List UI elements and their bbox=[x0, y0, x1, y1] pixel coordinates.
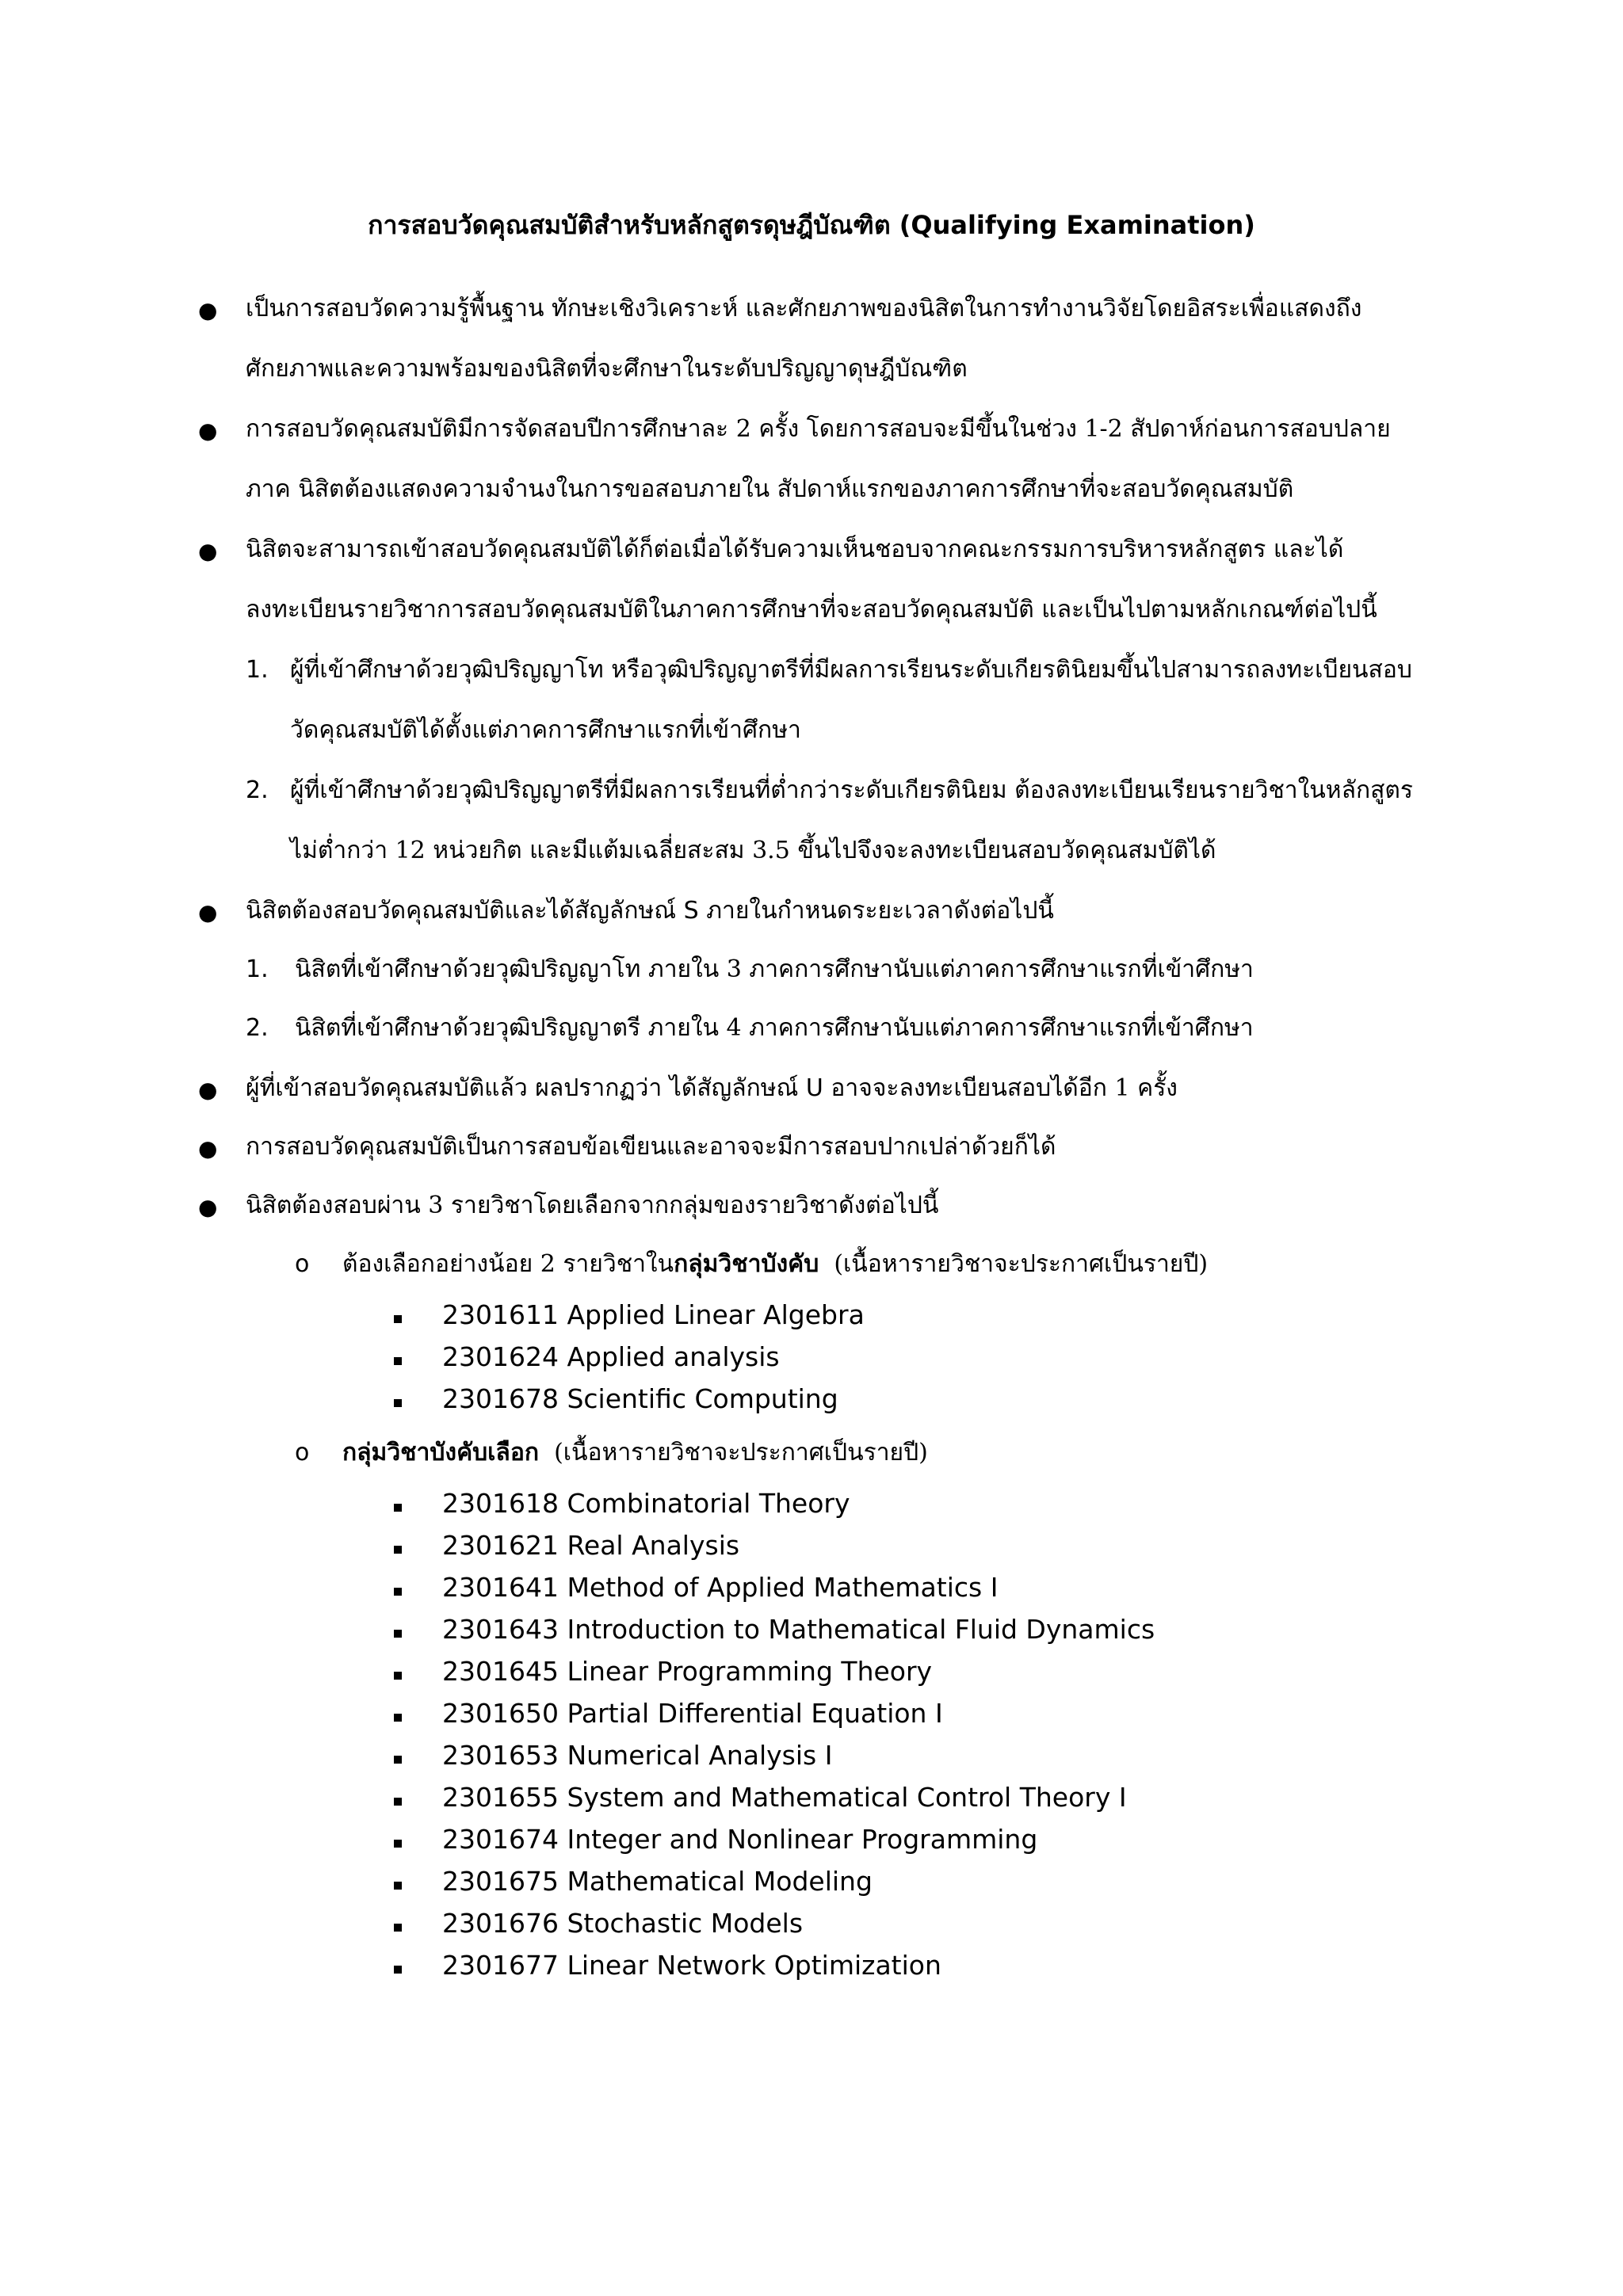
group2-note: (เนื้อหารายวิชาจะประกาศเป็นรายปี) bbox=[539, 1439, 928, 1466]
square-bullet-icon bbox=[394, 1966, 402, 1974]
course-item: 2301675 Mathematical Modeling bbox=[442, 1866, 873, 1897]
course-item: 2301621 Real Analysis bbox=[442, 1530, 740, 1561]
group1-heading bbox=[342, 1247, 1208, 1282]
p3-item2-line2: ไม่ต่ำกว่า 12 หน่วยกิต และมีแต้มเฉลี่ยสะสม 3.5 ขึ้นไปจึงจะลงทะเบียนสอบวัดคุณสมบัติได้ bbox=[290, 837, 1216, 864]
bullet-icon: ● bbox=[198, 1077, 218, 1103]
group1-note: (เนื้อหารายวิชาจะประกาศเป็นรายปี) bbox=[819, 1250, 1209, 1278]
p4-item1: นิสิตที่เข้าศึกษาด้วยวุฒิปริญญาโท ภายใน 3 ภาคการศึกษานับแต่ภาคการศึกษาแรกที่เข้าศึกษา bbox=[295, 955, 1254, 983]
course-item: 2301674 Integer and Nonlinear Programming bbox=[442, 1824, 1038, 1855]
square-bullet-icon bbox=[394, 1924, 402, 1932]
course-item: 2301678 Scientific Computing bbox=[442, 1383, 838, 1414]
p3-line1: นิสิตจะสามารถเข้าสอบวัดคุณสมบัติได้ก็ต่อเมื่อได้รับความเห็นชอบจากคณะกรรมการบริหารหลักสูตร และได้ bbox=[246, 536, 1344, 563]
group2-heading bbox=[342, 1436, 928, 1470]
bullet-icon: ● bbox=[198, 1194, 218, 1220]
square-bullet-icon bbox=[394, 1672, 402, 1680]
square-bullet-icon bbox=[394, 1840, 402, 1848]
square-bullet-icon bbox=[394, 1882, 402, 1890]
p4-symbol-s: S bbox=[683, 897, 699, 925]
list-number: 2. bbox=[246, 776, 269, 804]
p1-line1: เป็นการสอบวัดความรู้พื้นฐาน ทักษะเชิงวิเคราะห์ และศักยภาพของนิสิตในการทำงานวิจัยโดยอิสระเพื่อแสดงถึง bbox=[246, 295, 1362, 322]
course-item: 2301618 Combinatorial Theory bbox=[442, 1488, 850, 1519]
p4-line1-a: นิสิตต้องสอบวัดคุณสมบัติและได้สัญลักษณ์ bbox=[246, 897, 684, 925]
p7-line: นิสิตต้องสอบผ่าน 3 รายวิชาโดยเลือกจากกลุ่มของรายวิชาดังต่อไปนี้ bbox=[246, 1192, 939, 1219]
p5-symbol-u: U bbox=[805, 1074, 823, 1102]
p6-line: การสอบวัดคุณสมบัติเป็นการสอบข้อเขียนและอาจจะมีการสอบปากเปล่าด้วยก็ได้ bbox=[246, 1133, 1056, 1161]
bullet-icon: ● bbox=[198, 418, 218, 444]
course-item: 2301611 Applied Linear Algebra bbox=[442, 1299, 865, 1330]
course-item: 2301643 Introduction to Mathematical Fluid Dynamics bbox=[442, 1614, 1155, 1645]
p5-text-a: ผู้ที่เข้าสอบวัดคุณสมบัติแล้ว ผลปรากฏว่า ได้สัญลักษณ์ bbox=[246, 1074, 806, 1102]
square-bullet-icon bbox=[394, 1798, 402, 1806]
p3-item1-line2: วัดคุณสมบัติได้ตั้งแต่ภาคการศึกษาแรกที่เข้าศึกษา bbox=[290, 716, 801, 744]
course-item: 2301645 Linear Programming Theory bbox=[442, 1656, 933, 1687]
square-bullet-icon bbox=[394, 1357, 402, 1365]
course-item: 2301641 Method of Applied Mathematics I bbox=[442, 1572, 999, 1603]
circle-bullet-icon: o bbox=[295, 1439, 310, 1466]
title-thai: การสอบวัดคุณสมบัติสำหรับหลักสูตรดุษฎีบัณฑิต bbox=[368, 210, 891, 240]
title-english: (Qualifying Examination) bbox=[899, 210, 1255, 240]
p4-line1 bbox=[246, 894, 1054, 929]
square-bullet-icon bbox=[394, 1756, 402, 1764]
bullet-icon: ● bbox=[198, 1135, 218, 1161]
square-bullet-icon bbox=[394, 1630, 402, 1638]
group2-name: กลุ่มวิชาบังคับเลือก bbox=[342, 1439, 539, 1466]
p5-line bbox=[246, 1071, 1178, 1106]
group1-name: กลุ่มวิชาบังคับ bbox=[674, 1250, 819, 1278]
course-item: 2301650 Partial Differential Equation I bbox=[442, 1698, 943, 1729]
p2-line1: การสอบวัดคุณสมบัติมีการจัดสอบปีการศึกษาละ 2 ครั้ง โดยการสอบจะมีขึ้นในช่วง 1-2 สัปดาห์ก่อนการสอบปลาย bbox=[246, 415, 1391, 443]
course-item: 2301676 Stochastic Models bbox=[442, 1908, 804, 1939]
p3-item2-line1: ผู้ที่เข้าศึกษาด้วยวุฒิปริญญาตรีที่มีผลการเรียนที่ต่ำกว่าระดับเกียรตินิยม ต้องลงทะเบียนเรียนรายวิชาในหลักสูตร bbox=[290, 776, 1414, 804]
course-item: 2301677 Linear Network Optimization bbox=[442, 1950, 941, 1981]
circle-bullet-icon: o bbox=[295, 1250, 310, 1278]
square-bullet-icon bbox=[394, 1714, 402, 1722]
list-number: 1. bbox=[246, 656, 269, 684]
p1-line2: ศักยภาพและความพร้อมของนิสิตที่จะศึกษาในระดับปริญญาดุษฎีบัณฑิต bbox=[246, 355, 968, 383]
p4-line1-b: ภายในกำหนดระยะเวลาดังต่อไปนี้ bbox=[698, 897, 1054, 925]
list-number: 2. bbox=[246, 1014, 269, 1042]
page-title bbox=[0, 208, 1623, 242]
bullet-icon: ● bbox=[198, 297, 218, 323]
course-item: 2301624 Applied analysis bbox=[442, 1341, 780, 1372]
course-item: 2301653 Numerical Analysis I bbox=[442, 1740, 833, 1771]
square-bullet-icon bbox=[394, 1546, 402, 1554]
group1-prefix: ต้องเลือกอย่างน้อย 2 รายวิชาใน bbox=[342, 1250, 674, 1278]
bullet-icon: ● bbox=[198, 538, 218, 564]
square-bullet-icon bbox=[394, 1315, 402, 1323]
bullet-icon: ● bbox=[198, 899, 218, 925]
square-bullet-icon bbox=[394, 1588, 402, 1596]
p2-line2: ภาค นิสิตต้องแสดงความจำนงในการขอสอบภายใน สัปดาห์แรกของภาคการศึกษาที่จะสอบวัดคุณสมบัติ bbox=[246, 475, 1294, 503]
p3-item1-line1: ผู้ที่เข้าศึกษาด้วยวุฒิปริญญาโท หรือวุฒิปริญญาตรีที่มีผลการเรียนระดับเกียรตินิยมขึ้นไปสามารถลงทะเบียนสอบ bbox=[290, 656, 1412, 684]
p3-line2: ลงทะเบียนรายวิชาการสอบวัดคุณสมบัติในภาคการศึกษาที่จะสอบวัดคุณสมบัติ และเป็นไปตามหลักเกณฑ์ต่อไปนี้ bbox=[246, 596, 1377, 624]
p4-item2: นิสิตที่เข้าศึกษาด้วยวุฒิปริญญาตรี ภายใน 4 ภาคการศึกษานับแต่ภาคการศึกษาแรกที่เข้าศึกษา bbox=[295, 1014, 1254, 1042]
square-bullet-icon bbox=[394, 1504, 402, 1512]
p5-text-b: อาจจะลงทะเบียนสอบได้อีก 1 ครั้ง bbox=[823, 1074, 1178, 1102]
course-item: 2301655 System and Mathematical Control Theory I bbox=[442, 1782, 1127, 1813]
square-bullet-icon bbox=[394, 1399, 402, 1407]
list-number: 1. bbox=[246, 955, 269, 983]
